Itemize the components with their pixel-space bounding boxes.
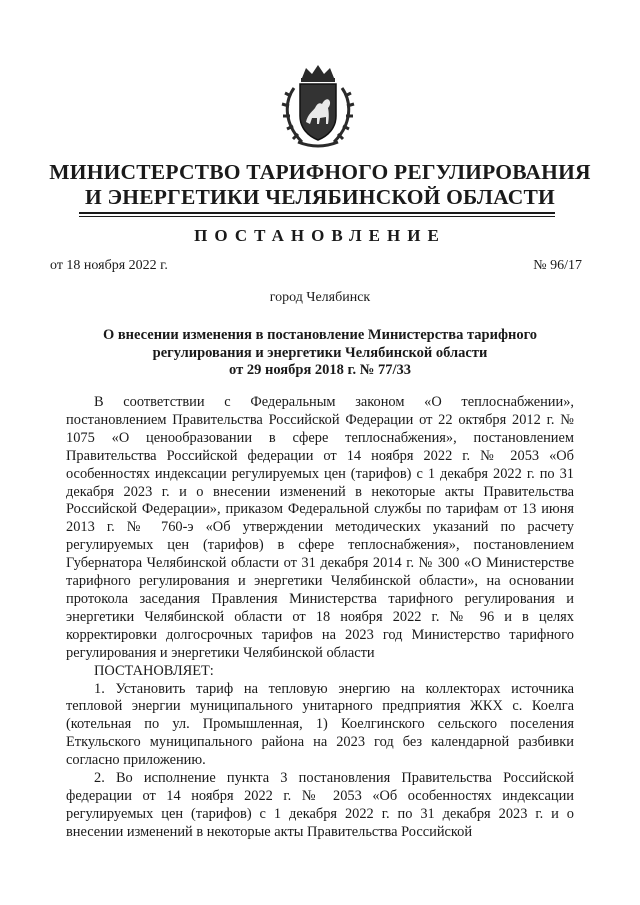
preamble-paragraph: В соответствии с Федеральным законом «О теплоснабжении», постановлением Правительства Российской Федерации от 22 октября 2012 г. № 1075 «О ценообразовании в сфере теплоснабжения», постановлением Правительства Российской федерации от 14 ноября 2022 г. № 2053 «Об особенностях индексации регулируемых цен (тарифов) с 1 декабря 2022 г. по 31 декабря 2023 г. и о внесении изменений в некоторые акты Правительства Российской Федерации», приказом Федеральной службы по тарифам от 13 июня 2013 г. № 760-э «Об утверждении методических указаний по расчету регулируемых цен (тарифов) в сфере теплоснабжения», постановлением Губернатора Челябинской области от 31 декабря 2014 г. № 300 «О Министерстве тарифного регулирования и энергетики Челябинской области», на основании протокола заседания Правления Министерства тарифного регулирования и энергетики Челябинской области от 18 ноября 2022 г. № 96 и в целях корректировки долгосрочных тарифов на 2023 год Министерство тарифного регулирования и энергетики Челябинской области <box>66 394 574 661</box>
header-divider <box>79 212 555 214</box>
ministry-name-line2: И ЭНЕРГЕТИКИ ЧЕЛЯБИНСКОЙ ОБЛАСТИ <box>85 185 555 209</box>
subject-line1: О внесении изменения в постановление Министерства тарифного <box>102 327 538 343</box>
item-2-paragraph: 2. Во исполнение пункта 3 постановления Правительства Российской федерации от 14 ноября 2022 г. № 2053 «Об особенностях индексации регулируемых цен (тарифов) с 1 декабря 2022 г. по 31 декабря 2023 г. и о внесении изменений в некоторые акты Правительства Российской <box>66 770 574 840</box>
subject-line2: регулирования и энергетики Челябинской области <box>152 344 488 361</box>
document-body <box>66 394 574 842</box>
document-city: город Челябинск <box>269 290 371 305</box>
document-type-heading: ПОСТАНОВЛЕНИЕ <box>194 226 446 245</box>
document-subject <box>60 327 580 380</box>
document-date: от 18 ноября 2022 г. <box>50 258 168 273</box>
document-number: № 96/17 <box>533 258 582 273</box>
chelyabinsk-coat-of-arms-icon <box>272 62 364 154</box>
subject-line3: от 29 ноября 2018 г. № 77/33 <box>229 362 411 378</box>
decree-word: ПОСТАНОВЛЯЕТ: <box>94 662 214 679</box>
header-divider-thin <box>79 216 555 217</box>
ministry-name-line1: МИНИСТЕРСТВО ТАРИФНОГО РЕГУЛИРОВАНИЯ <box>49 160 591 184</box>
item-1-paragraph: 1. Установить тариф на тепловую энергию на коллекторах источника тепловой энергии муниципального унитарного предприятия ЖКХ с. Коелга (котельная по ул. Промышленная, 1) Коелгинского сельского поселения Еткульского муниципального района на 2023 год без календарной разбивки согласно приложению. <box>66 680 574 769</box>
